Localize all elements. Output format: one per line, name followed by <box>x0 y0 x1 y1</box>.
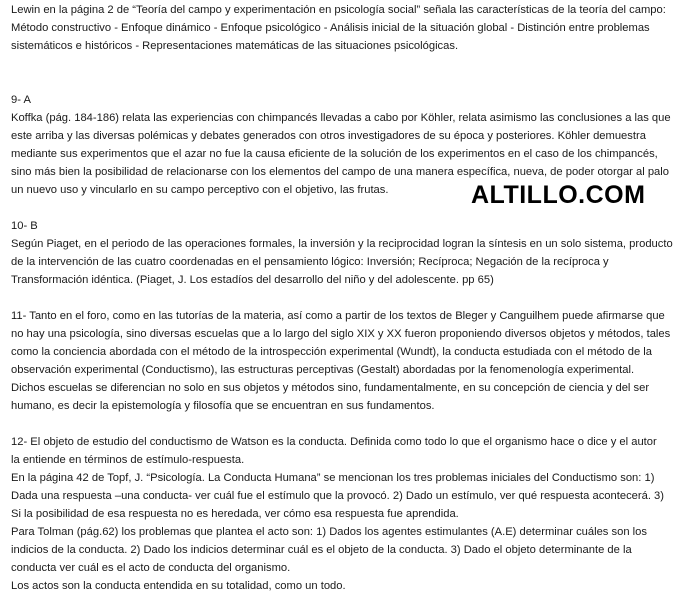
paragraph-lewin <box>11 1 695 55</box>
text-line: observación experimental (Conductismo), las estructuras perceptivas (Gestalt) abordadas por la fenomenología experimental. <box>11 364 635 376</box>
text-line: como la conciencia abordada con el método de la introspección experimental (Wundt), la conducta estudiada con el método de la <box>11 346 652 358</box>
answer-12 <box>11 433 695 595</box>
text-line: este arriba y las diversas polémicas y debates generados con otros investigadores de su época y posteriores. Köhler demuestra <box>11 130 646 142</box>
text-line: un nuevo uso y vincularlo en su campo perceptivo con el objetivo, las frutas. <box>11 184 389 196</box>
text-line: En la página 42 de Topf, J. “Psicología. La Conducta Humana” se mencionan los tres problemas iniciales del Conductismo son: 1) <box>11 472 655 484</box>
text-line: 12- El objeto de estudio del conductismo de Watson es la conducta. Definida como todo lo que el organismo hace o dice y el autor <box>11 436 657 448</box>
text-line: mediante sus experimentos que el azar no fue la causa eficiente de la solución de los experimentos en el caso de los chimpancés, <box>11 148 658 160</box>
answer-heading: 10- B <box>11 220 38 232</box>
document-body <box>11 1 695 595</box>
text-line: Si la posibilidad de esa respuesta no es heredada, ver cómo esa respuesta fue aprendida. <box>11 508 459 520</box>
text-line: 11- Tanto en el foro, como en las tutorías de la materia, así como a partir de los textos de Bleger y Canguilhem puede afirmarse que <box>11 310 665 322</box>
text-line: Los actos son la conducta entendida en su totalidad, como un todo. <box>11 580 346 592</box>
answer-10 <box>11 217 695 289</box>
text-line: Transformación idéntica. (Piaget, J. Los estadíos del desarrollo del niño y del adolescente. pp 65) <box>11 274 494 286</box>
text-line: Dichos escuelas se diferencian no solo en sus objetos y métodos sino, fundamentalmente, en su concepción de ciencia y del ser <box>11 382 650 394</box>
text-line: la entiende en términos de estímulo-respuesta. <box>11 454 245 466</box>
text-line: Dada una respuesta –una conducta- ver cuál fue el estímulo que la provocó. 2) Dado un estímulo, ver qué respuesta acontecerá. 3) <box>11 490 664 502</box>
answer-heading: 9- A <box>11 94 31 106</box>
text-line: sistemáticos e históricos - Representaciones matemáticas de las situaciones psicológicas. <box>11 40 459 52</box>
text-line: Método constructivo - Enfoque dinámico - Enfoque psicológico - Análisis inicial de la situación global - Distinción entre problemas <box>11 22 650 34</box>
text-line: de la intervención de las cuatro coordenadas en el pensamiento lógico: Inversión; Recíproca; Negación de la recíproca y <box>11 256 609 268</box>
text-line: conducta ver cuál es el acto de conducta del organismo. <box>11 562 291 574</box>
text-line: humano, es decir la epistemología y filosofía que se encuentran en sus fundamentos. <box>11 400 435 412</box>
text-line: indicios de la conducta. 2) Dado los indicios determinar cuál es el objeto de la conducta. 3) Dado el objeto determinante de la <box>11 544 632 556</box>
text-line: no hay una psicología, sino diversas escuelas que a lo largo del siglo XIX y XX fueron proponiendo diversos objetos y métodos, tales <box>11 328 671 340</box>
text-line: Koffka (pág. 184-186) relata las experiencias con chimpancés llevadas a cabo por Köhler, relata asimismo las conclusiones a las que <box>11 112 671 124</box>
altillo-watermark: ALTILLO.COM <box>471 181 646 209</box>
text-line: sino más bien la posibilidad de relacionarse con los elementos del campo de una manera específica, nueva, de poder otorgar al palo <box>11 166 669 178</box>
text-line: Lewin en la página 2 de “Teoría del campo y experimentación en psicología social” señala las características de la teoría del campo: <box>11 4 666 16</box>
text-line: Según Piaget, en el periodo de las operaciones formales, la inversión y la reciprocidad logran la síntesis en un solo sistema, producto <box>11 238 673 250</box>
answer-11 <box>11 307 695 415</box>
text-line: Para Tolman (pág.62) los problemas que plantea el acto son: 1) Dados los agentes estimulantes (A.E) determinar cuáles son los <box>11 526 647 538</box>
